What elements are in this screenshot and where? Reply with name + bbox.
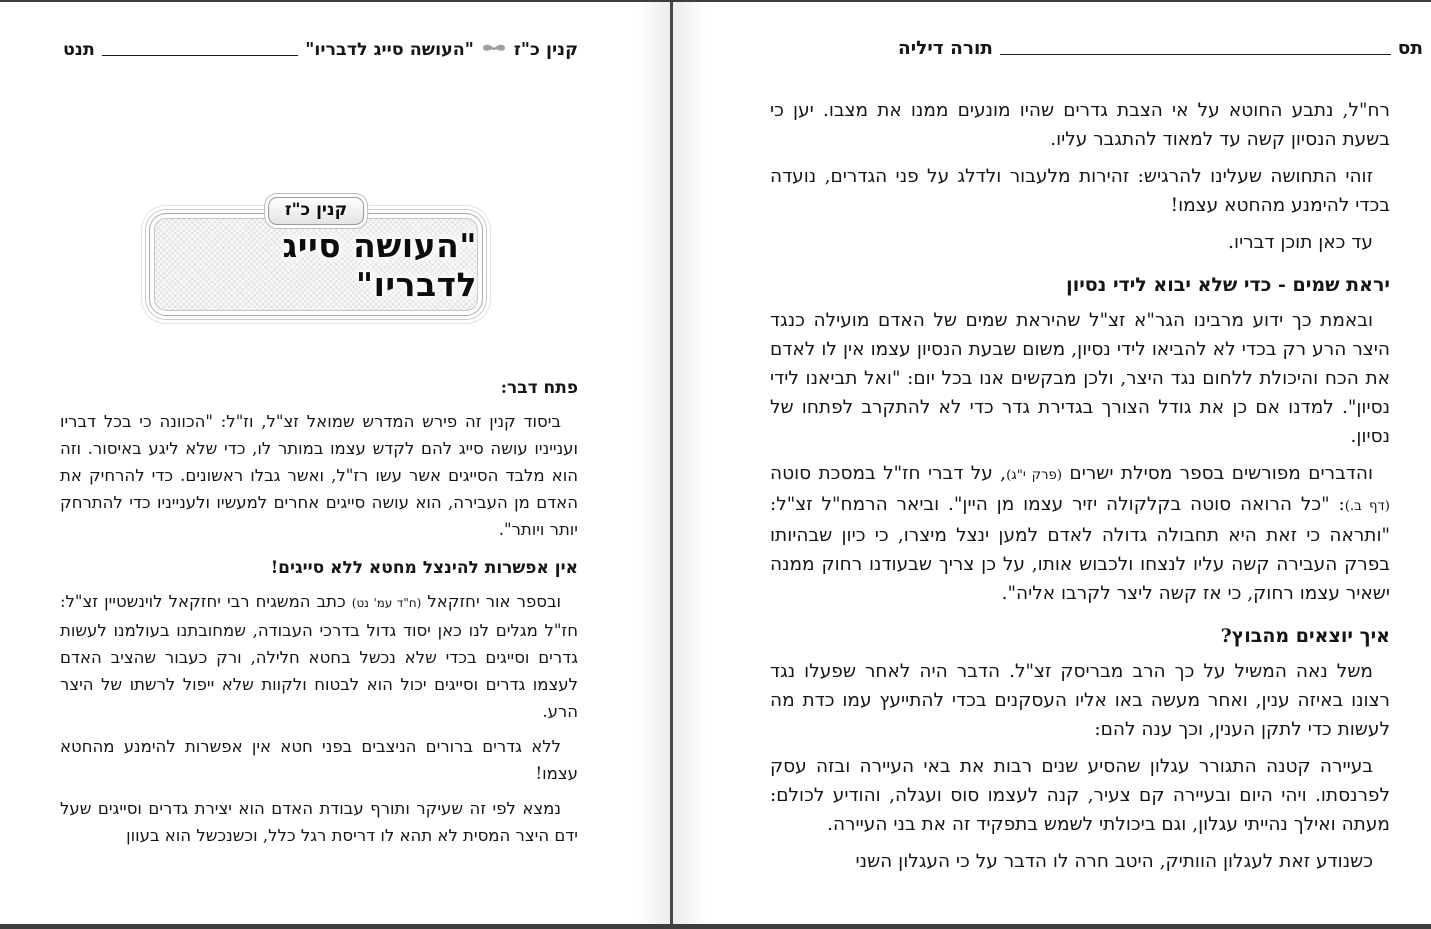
chapter-number-label: קנין כ"ז [513, 40, 578, 60]
paragraph-text: ובאמת כך ידוע מרבינו הגר"א זצ"ל שהיראת שמים של האדם מועילה כנגד היצר הרע רק בכדי לא להביאו לידי נסיון, משום שבעת הנסיון עצמו אין לו לאדם את הכח והיכולת ללחום נגד היצר, ולכן מבקשים אנו בכל יום: "ואל תביאנו לידי נסיון". למדנו אם כן את גודל הצורך בגדירת גדר כדי לא להתקרב לפתחו של נסיון. [770, 310, 1390, 447]
page-divider [670, 0, 673, 929]
paragraph-text: והדברים מפורשים בספר מסילת ישרים [1062, 463, 1374, 484]
paragraph-text: משל נאה המשיל על כך הרב מבריסק זצ"ל. הדבר היה לאחר שפעלו נגד רצונו באיזה ענין, ואחר מעשה באו אליו העסקנים בכדי להתייעץ עמו כדת מה לעשות כדי לתקן הענין, וכך ענה להם: [770, 661, 1390, 740]
body-paragraph [60, 588, 578, 725]
body-paragraph [770, 657, 1390, 744]
citation-reference: (פרק י"ג) [1006, 468, 1063, 483]
left-page-body [60, 375, 578, 857]
paragraph-text: : "כל הרואה סוטה בקלקולה יזיר עצמו מן היין". וביאר הרמח"ל זצ"ל: "ותראה כי זאת היא תחבולה גדולה לאדם למען ינצל מיצרו, כי כיון שבהיותו בפרק העבירה קשה עליו לנצחו ולכבוש אותו, על כן צריך שבעודנו רחוק ממנה ישאיר עצמו רחוק, כי אז קשה ליצר לקרבו אליה". [770, 494, 1390, 604]
body-paragraph [60, 795, 578, 849]
right-running-header [898, 38, 1423, 59]
paragraph-text: כשנודע זאת לעגלון הוותיק, היטב חרה לו הדבר על כי העגלון השני [855, 851, 1373, 872]
right-page-number: תס [1397, 38, 1423, 59]
paragraph-text: בעיירה קטנה התגורר עגלון שהסיע שנים רבות את באי העיירה ובזה עסק לפרנסתו. ויהי היום ובעיירה קם צעיר, קנה לעצמו סוס ועגלה, והודיע לכולם: מעתה ואילך נהייתי עגלון, וגם ביכולתי לשמש בתפקיד זה את בני העיירה. [770, 756, 1390, 835]
fleuron-ornament-icon [481, 43, 507, 55]
citation-reference: (דף ב.) [1344, 499, 1390, 514]
paragraph-text: עד כאן תוכן דבריו. [1228, 232, 1373, 253]
left-header-rule [102, 55, 298, 56]
paragraph-text: כתב המשגיח רבי יחזקאל לוינשטיין זצ"ל: חז"ל מגלים לנו כאן יסוד גדול בדרכי העבודה, שמחובתנו בעולמנו לעשות גדרים וסייגים בכדי שלא נכשל בחטא חלילה, ורק כעבור שהציב האדם לעצמו גדרים וסייגים יכול הוא לבטוח ולקוות שלא ייפול לרשתו של היצר הרע. [60, 592, 578, 721]
body-paragraph [770, 847, 1390, 876]
chapter-title-frame-pattern [154, 218, 478, 311]
left-page-gutter-shadow [636, 2, 670, 924]
chapter-title-frame [149, 200, 483, 316]
body-paragraph [770, 306, 1390, 451]
paragraph-text: ללא גדרים ברורים הניצבים בפני חטא אין אפשרות להימנע מהחטא עצמו! [60, 737, 578, 783]
paragraph-text: זוהי התחושה שעלינו להרגיש: זהירות מלעבור ולדלג על פני הגדרים, נועדה בכדי להימנע מהחטא עצמו! [770, 166, 1390, 216]
chapter-title-block [57, 196, 575, 316]
paragraph-text: רח"ל, נתבע החוטא על אי הצבת גדרים שהיו מונעים ממנו את מצבו. יען כי בשעת הנסיון קשה עד למאוד להתגבר עליו. [770, 100, 1390, 150]
left-page-number: תנט [63, 40, 95, 60]
body-paragraph [770, 96, 1390, 154]
chapter-number-badge: קנין כ"ז [268, 197, 364, 225]
section-heading: יראת שמים - כדי שלא יבוא לידי נסיון [1066, 274, 1390, 296]
paragraph-text: נמצא לפי זה שעיקר ותורף עבודת האדם הוא יצירת גדרים וסייגים שעל ידם היצר המסית לא תהא לו דריסת רגל כלל, וכשנכשל הוא בעוון [60, 799, 578, 845]
viewer-top-edge [0, 0, 1431, 2]
chapter-running-title [305, 40, 578, 60]
right-header-rule [1000, 54, 1391, 55]
citation-reference: (ח"ד עמ' נט) [351, 596, 422, 610]
viewer-bottom-edge [0, 924, 1431, 929]
section-heading: איך יוצאים מהבוץ? [1220, 625, 1390, 647]
book-title-label: תורה דיליה [898, 38, 993, 59]
body-paragraph [60, 408, 578, 543]
chapter-title: "העושה סייג לדבריו" [282, 225, 477, 304]
right-page-body [770, 96, 1390, 884]
chapter-title-label: "העושה סייג לדבריו" [305, 40, 474, 60]
section-heading: אין אפשרות להינצל מחטא ללא סייגים! [270, 558, 578, 578]
body-paragraph [770, 459, 1390, 608]
section-heading: פתח דבר: [500, 378, 578, 398]
paragraph-text: ובספר אור יחזקאל [421, 592, 562, 611]
body-paragraph [60, 733, 578, 787]
paragraph-text: ביסוד קנין זה פירש המדרש שמואל זצ"ל, וז"ל: "הכוונה כי בכל דבריו וענייניו עושה סייג להם לקדש עצמו במותר לו, כדי שלא ליגע באיסור. וזה הוא מלבד הסייגים אשר עשו רז"ל, ואשר גבלו ראשונים. כדי להרחיק את האדם מן העבירה, הוא עושה סייגים אחרים למעשיו ולענייניו כדי להתרחק יותר ויותר". [60, 412, 578, 539]
left-running-header [63, 40, 578, 60]
body-paragraph [770, 228, 1390, 257]
body-paragraph [770, 162, 1390, 220]
body-paragraph [770, 752, 1390, 839]
paragraph-text: , על דברי חז"ל במסכת סוטה [770, 463, 1007, 484]
right-page-gutter-shadow [673, 2, 707, 924]
